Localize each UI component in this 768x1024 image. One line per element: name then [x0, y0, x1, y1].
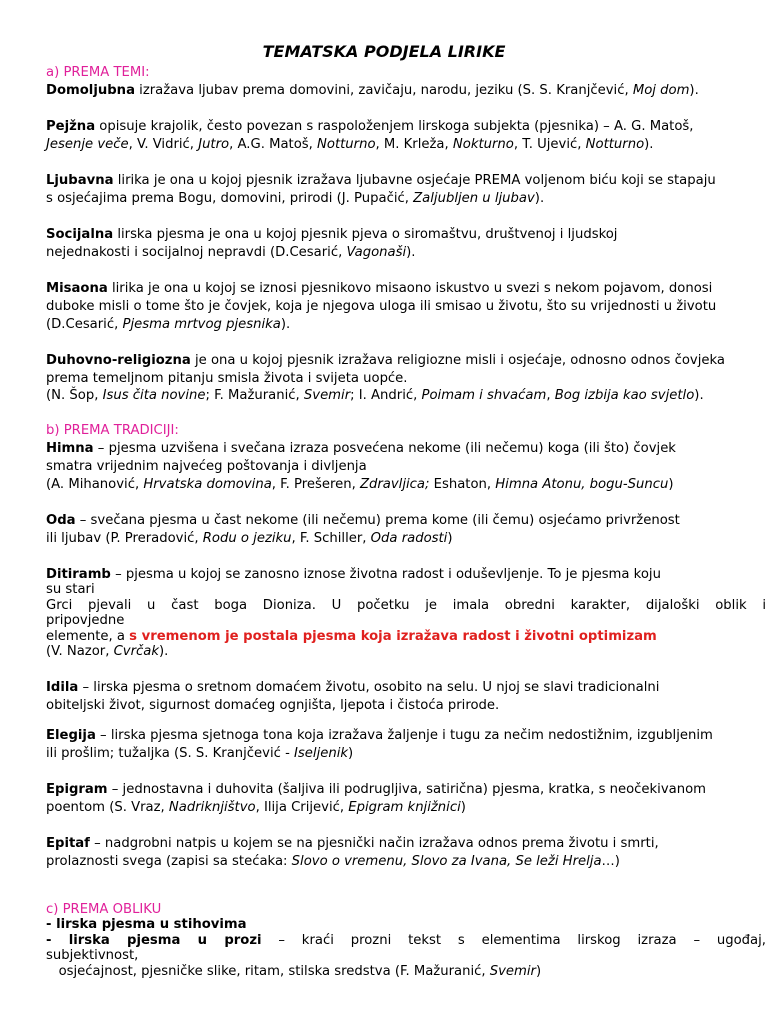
- entry-ditiramb-line4: pripovjedne: [46, 613, 125, 628]
- entry-duhovno-religiozna: Duhovno-religiozna je ona u kojoj pjesnik izražava religiozne misli i osjećaje, odnosno odnos čovjeka: [46, 353, 725, 368]
- entry-duhovno-line3: (N. Šop, Isus čita novine; F. Mažuranić, Svemir; I. Andrić, Poimam i shvaćam, Bog izbija kao svjetlo).: [46, 388, 704, 403]
- entry-misaona-line2: duboke misli o tome što je čovjek, koja je njegova uloga ili smisao u životu, što su vrijednosti u životu: [46, 299, 717, 314]
- entry-domoljubna: Domoljubna izražava ljubav prema domovini, zavičaju, narodu, jeziku (S. S. Kranjčević, Moj dom).: [46, 83, 699, 98]
- page-title: TEMATSKA PODJELA LIRIKE: [262, 42, 506, 61]
- entry-misaona-line3: (D.Cesarić, Pjesma mrtvog pjesnika).: [46, 317, 291, 332]
- entry-ditiramb-line2: su stari: [46, 582, 95, 597]
- section-heading-oblik: c) PREMA OBLIKU: [46, 902, 162, 917]
- entry-socijalna-line2: nejednakosti i socijalnoj nepravdi (D.Cesarić, Vagonaši).: [46, 245, 416, 260]
- entry-ljubavna: Ljubavna lirika je ona u kojoj pjesnik izražava ljubavne osjećaje PREMA voljenom biću koji se stapaju: [46, 173, 716, 188]
- entry-duhovno-line2: prema temeljnom pitanju smisla života i svijeta uopće.: [46, 371, 408, 386]
- oblik-item-proza-line3: osjećajnost, pjesničke slike, ritam, stilska sredstva (F. Mažuranić, Svemir): [46, 964, 542, 979]
- oblik-item-proza-line2: subjektivnost,: [46, 948, 139, 963]
- entry-himna: Himna – pjesma uzvišena i svečana izraza posvećena nekome (ili nečemu) koga (ili što) čovjek: [46, 441, 676, 456]
- entry-pejzna-line2: Jesenje veče, V. Vidrić, Jutro, A.G. Matoš, Notturno, M. Krleža, Nokturno, T. Ujević, Notturno).: [46, 137, 654, 152]
- entry-ditiramb: Ditiramb – pjesma u kojoj se zanosno iznose životna radost i oduševljenje. To je pjesma koju: [46, 567, 661, 582]
- oblik-item-stihovi: - lirska pjesma u stihovima: [46, 917, 247, 932]
- entry-himna-line3: (A. Mihanović, Hrvatska domovina, F. Prešeren, Zdravljica; Eshaton, Himna Atonu, bogu-Suncu): [46, 477, 674, 492]
- entry-pejzna: Pejžna opisuje krajolik, često povezan s raspoloženjem lirskoga subjekta (pjesnika) – A. G. Matoš,: [46, 119, 694, 134]
- entry-epitaf: Epitaf – nadgrobni natpis u kojem se na pjesnički način izražava odnos prema životu i smrti,: [46, 836, 659, 851]
- entry-idila: Idila – lirska pjesma o sretnom domaćem životu, osobito na selu. U njoj se slavi tradicionalni: [46, 680, 660, 695]
- entry-ljubavna-line2: s osjećajima prema Bogu, domovini, prirodi (J. Pupačić, Zaljubljen u ljubav).: [46, 191, 545, 206]
- entry-epigram-line2: poentom (S. Vraz, Nadriknjištvo, Ilija Crijević, Epigram knjižnici): [46, 800, 466, 815]
- entry-misaona: Misaona lirika je ona u kojoj se iznosi pjesnikovo misaono iskustvo u svezi s nekom pojavom, donosi: [46, 281, 713, 296]
- entry-elegija-line2: ili prošlim; tužaljka (S. S. Kranjčević - Iseljenik): [46, 746, 354, 761]
- entry-epitaf-line2: prolaznosti svega (zapisi sa stećaka: Slovo o vremenu, Slovo za Ivana, Se leži Hrelja…): [46, 854, 620, 869]
- entry-himna-line2: smatra vrijednim najvećeg poštovanja i divljenja: [46, 459, 367, 474]
- entry-idila-line2: obiteljski život, sigurnost domaćeg ognjišta, ljepota i čistoća prirode.: [46, 698, 500, 713]
- section-heading-tema: a) PREMA TEMI:: [46, 65, 150, 80]
- oblik-item-proza: - lirska pjesma u prozi – kraći prozni tekst s elementima lirskog izraza – ugođaj,: [46, 933, 766, 948]
- entry-oda-line2: ili ljubav (P. Preradović, Rodu o jeziku, F. Schiller, Oda radosti): [46, 531, 453, 546]
- entry-epigram: Epigram – jednostavna i duhovita (šaljiva ili podrugljiva, satirična) pjesma, kratka, s neočekivanom: [46, 782, 707, 797]
- entry-oda: Oda – svečana pjesma u čast nekome (ili nečemu) prema kome (ili čemu) osjećamo privrženost: [46, 513, 680, 528]
- entry-elegija: Elegija – lirska pjesma sjetnoga tona koja izražava žaljenje i tugu za nečim nedostižnim, izgubljenim: [46, 728, 713, 743]
- entry-socijalna: Socijalna lirska pjesma je ona u kojoj pjesnik pjeva o siromaštvu, društvenoj i ljudskoj: [46, 227, 618, 242]
- entry-ditiramb-line3: Grci pjevali u čast boga Dioniza. U početku je imala obredni karakter, dijaloški oblik i: [46, 598, 766, 613]
- entry-ditiramb-line5: elemente, a s vremenom je postala pjesma koja izražava radost i životni optimizam: [46, 629, 657, 644]
- entry-ditiramb-line6: (V. Nazor, Cvrčak).: [46, 644, 169, 659]
- highlighted-phrase: s vremenom je postala pjesma koja izražava radost i životni optimizam: [129, 629, 657, 644]
- section-heading-tradicija: b) PREMA TRADICIJI:: [46, 423, 179, 438]
